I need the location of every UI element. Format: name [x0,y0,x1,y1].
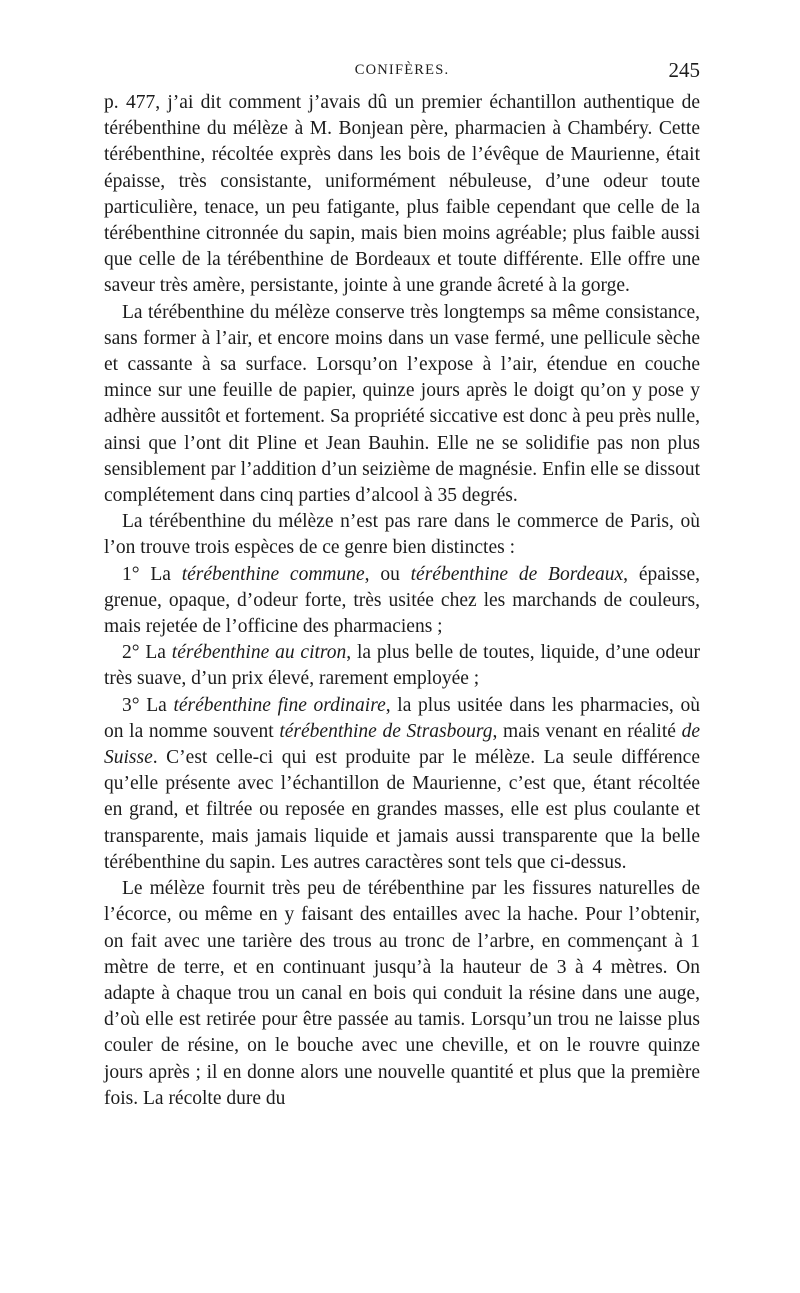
paragraph-continued: p. 477, j’ai dit comment j’avais dû un premier échantillon authentique de térébenthine du mélèze à M. Bonjean père, pharmacien à Chambéry. Cette térébenthine, récoltée exprès dans les bois de l’évêque de Maurienne, était épaisse, très consistante, uniformément nébuleuse, d’une odeur toute particulière, tenace, un peu fatigante, plus faible cependant que celle de la térébenthine citronnée du sapin, mais bien moins agréable; plus faible aussi que celle de la térébenthine de Bordeaux et toute différente. Elle offre une saveur très amère, persistante, jointe à une grande âcreté à la gorge. [104,92,700,297]
list-item-citron [104,640,700,692]
running-head [104,58,700,88]
paragraph-harvest: Le mélèze fournit très peu de térébenthine par les fissures naturelles de l’écorce, ou même en y faisant des entailles avec la hache. Pour l’obtenir, on fait avec une tarière des trous au tronc de l’arbre, en commençant à 1 mètre de terre, et en continuant jusqu’à la hauteur de 3 à 4 mètres. On adapte à chaque trou un canal en bois qui conduit la résine dans une auge, d’où elle est retirée pour être passée au tamis. Lorsqu’un trou ne laisse plus couler de résine, on le bouche avec une cheville, et on le rouvre quinze jours après ; il en donne alors une nouvelle quantité et plus que la première fois. La récolte dure du [104,878,700,1109]
item-text: , ou [364,563,411,585]
list-item-commune [104,562,700,641]
item-text: , épaisse, grenue, opaque, d’odeur forte, très usitée chez les marchands de couleurs, mais rejetée de l’officine des pharmaciens ; [104,563,701,638]
running-title: CONIFÈRES. [354,62,450,78]
body-text [104,90,700,1112]
page-number: 245 [668,58,700,82]
item-number: 1° La [122,563,182,585]
list-item-fine-ordinaire [104,693,700,876]
item-text: , la plus belle de toutes, liquide, d’une odeur très suave, d’un prix élevé, rarement employée ; [104,642,700,690]
item-text: . C’est celle-ci qui est produite par le mélèze. La seule différence qu’elle présente avec l’échantillon de Maurienne, c’est que, étant récoltée en grand, et filtrée ou reposée en grandes masses, elle est plus coulante et transparente, mais jamais liquide et jamais aussi transparente que la belle térébenthine du sapin. Les autres caractères sont tels que ci-dessus. [104,747,700,873]
term-strasbourg: térébenthine de Strasbourg [279,720,493,742]
item-text: , la plus usitée dans les pharmacies, où on la nomme souvent [104,694,700,742]
item-number: 2° La [122,642,172,664]
item-text: , mais venant en réalité [492,720,682,742]
term-commune: térébenthine commune [181,563,365,585]
paragraph-consistency: La térébenthine du mélèze conserve très longtemps sa même consistance, sans former à l’air, et encore moins dans un vase fermé, une pellicule sèche et cassante à sa surface. Lorsqu’on l’expose à l’air, étendue en couche mince sur une feuille de papier, quinze jours après le doigt qu’on y pose y adhère aussitôt et fortement. Sa propriété siccative est donc à peu près nulle, ainsi que l’ont dit Pline et Jean Bauhin. Elle ne se solidifie pas non plus sensiblement par l’addition d’un seizième de magnésie. Enfin elle se dissout complétement dans cinq parties d’alcool à 35 degrés. [104,301,700,507]
item-number: 3° La [122,694,174,716]
term-bordeaux: térébenthine de Bordeaux [410,563,624,585]
paragraph-commerce: La térébenthine du mélèze n’est pas rare dans le commerce de Paris, où l’on trouve trois espèces de ce genre bien distinctes : [104,511,700,559]
term-citron: térébenthine au citron [171,642,347,664]
term-fine-ordinaire: térébenthine fine ordinaire [173,694,386,716]
term-suisse: de Suisse [104,720,700,769]
